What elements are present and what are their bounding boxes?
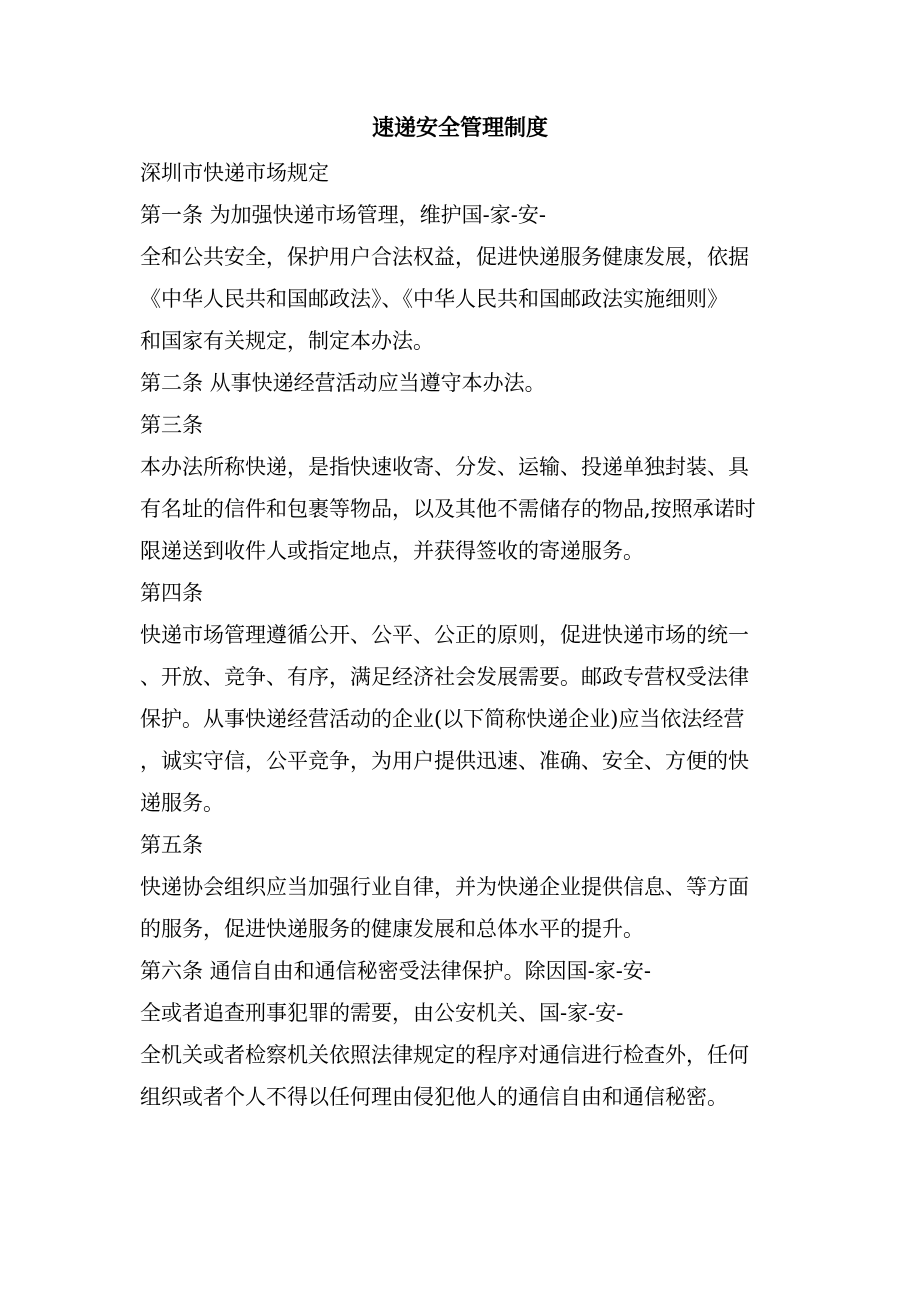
body-line: 和国家有关规定，制定本办法。 <box>140 329 434 353</box>
body-line: ，诚实守信，公平竞争，为用户提供迅速、准确、安全、方便的快 <box>140 749 749 773</box>
body-line-article-5: 第五条 <box>140 833 203 857</box>
body-line-article-6: 第六条 通信自由和通信秘密受法律保护。除因国-家-安- <box>140 959 651 983</box>
body-line: 《中华人民共和国邮政法》、《中华人民共和国邮政法实施细则》 <box>140 287 728 311</box>
body-line: 递服务。 <box>140 791 224 815</box>
body-line-article-3: 第三条 <box>140 413 203 437</box>
body-line: 、开放、竞争、有序，满足经济社会发展需要。邮政专营权受法律 <box>140 665 749 689</box>
body-line-subtitle: 深圳市快递市场规定 <box>140 161 329 185</box>
body-line: 全和公共安全，保护用户合法权益，促进快递服务健康发展，依据 <box>140 245 749 269</box>
body-line-article-2: 第二条 从事快递经营活动应当遵守本办法。 <box>140 371 546 395</box>
body-line: 有名址的信件和包裹等物品，以及其他不需储存的物品,按照承诺时 <box>140 497 756 521</box>
body-line: 本办法所称快递，是指快速收寄、分发、运输、投递单独封装、具 <box>140 455 749 479</box>
body-line: 的服务，促进快递服务的健康发展和总体水平的提升。 <box>140 917 644 941</box>
body-line: 保护。从事快递经营活动的企业(以下简称快递企业)应当依法经营 <box>140 707 745 731</box>
body-line-article-1: 第一条 为加强快递市场管理，维护国-家-安- <box>140 203 546 227</box>
document-title: 速递安全管理制度 <box>371 115 548 141</box>
body-line: 全机关或者检察机关依照法律规定的程序对通信进行检查外，任何 <box>140 1043 749 1067</box>
body-line: 限递送到收件人或指定地点，并获得签收的寄递服务。 <box>140 539 644 563</box>
body-line-article-4: 第四条 <box>140 581 203 605</box>
body-line: 全或者追查刑事犯罪的需要，由公安机关、国-家-安- <box>140 1001 624 1025</box>
body-line: 快递市场管理遵循公开、公平、公正的原则，促进快递市场的统一 <box>140 623 749 647</box>
body-line: 组织或者个人不得以任何理由侵犯他人的通信自由和通信秘密。 <box>140 1085 728 1109</box>
body-line: 快递协会组织应当加强行业自律，并为快递企业提供信息、等方面 <box>140 875 749 899</box>
document-body <box>140 152 800 1118</box>
